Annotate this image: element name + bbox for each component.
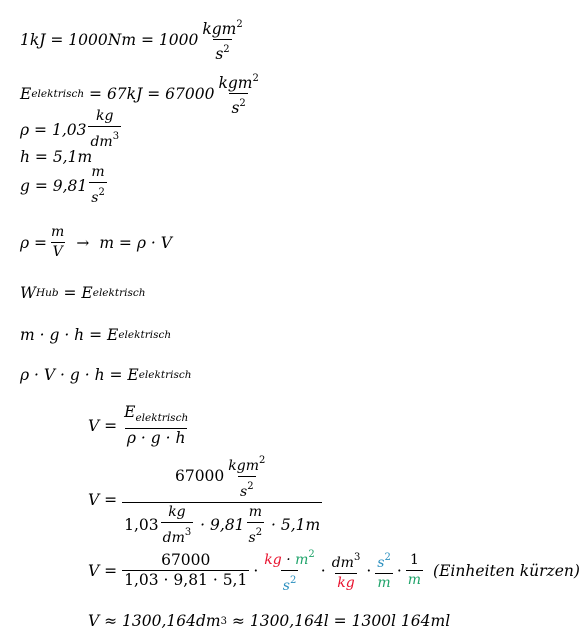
den-text: s xyxy=(215,45,224,63)
fraction xyxy=(122,404,190,447)
den-text: · 9,81 xyxy=(195,516,245,534)
eq-volume-result xyxy=(88,612,450,630)
num-text: kgm xyxy=(202,20,237,38)
eq-volume-substituted xyxy=(88,452,324,547)
eq-text: V ≈ 1300,164dm xyxy=(88,612,221,630)
den-text: ρ · g · h xyxy=(126,429,186,447)
den-text: s xyxy=(231,99,240,117)
eq-kilojoule-conversion xyxy=(20,16,247,63)
den-text: V xyxy=(52,244,63,260)
num-text: m xyxy=(91,164,105,180)
dot: · xyxy=(320,561,326,580)
eq-gravity xyxy=(20,164,109,207)
eq-text: ≈ 1300,164l = 1300l 164ml xyxy=(227,612,451,630)
exp: 3 xyxy=(184,527,192,538)
eq-text: ρ = 1,03 xyxy=(20,120,87,139)
num-text: kgm xyxy=(218,74,253,92)
unit-fraction-1 xyxy=(262,546,316,595)
exp: 2 xyxy=(252,73,259,84)
exp: 2 xyxy=(384,552,391,563)
subscript: elektrisch xyxy=(31,87,85,100)
arrow-icon: → xyxy=(76,233,90,252)
num-text: m xyxy=(248,504,262,520)
exp: 2 xyxy=(239,98,246,109)
dot: · xyxy=(366,561,372,580)
den-text: m xyxy=(407,572,422,588)
fraction xyxy=(122,452,322,547)
fraction xyxy=(122,552,249,589)
subscript: elektrisch xyxy=(138,369,192,381)
eq-unit-cancel xyxy=(88,546,580,595)
eq-volume-formula xyxy=(88,404,192,447)
exp: 3 xyxy=(112,131,120,142)
eq-text: h = 5,1m xyxy=(20,148,93,166)
exp: 2 xyxy=(308,549,315,560)
unit-fraction-2 xyxy=(330,549,363,592)
den-text: 1,03 xyxy=(124,516,159,534)
exp: 2 xyxy=(259,455,266,466)
unit-fraction-4 xyxy=(406,552,423,589)
den-text: dm xyxy=(162,530,185,546)
num-text: m xyxy=(295,552,309,568)
eq-text: ρ · V · g · h = E xyxy=(20,366,139,384)
eq-text: m = ρ · V xyxy=(99,233,172,252)
eq-density-mass xyxy=(20,224,172,261)
eq-text: g = 9,81 xyxy=(20,176,88,195)
inner-fraction xyxy=(161,504,194,547)
eq-work-lift xyxy=(20,284,146,302)
annotation-note: (Einheiten kürzen) xyxy=(433,561,580,580)
fraction xyxy=(216,70,260,117)
eq-text: V = xyxy=(88,490,118,509)
num-text: m xyxy=(51,224,65,240)
fraction xyxy=(88,108,121,151)
eq-text: m · g · h = E xyxy=(20,326,119,344)
den-text: 1,03 · 9,81 · 5,1 xyxy=(124,571,248,589)
unit-fraction-3 xyxy=(375,549,393,592)
num-text: 67000 xyxy=(174,467,225,485)
exp: 2 xyxy=(223,44,230,55)
num-text: E xyxy=(124,403,136,421)
den-text: m xyxy=(377,575,391,591)
den-text: s xyxy=(240,484,248,500)
dot: · xyxy=(281,552,296,568)
exp: 2 xyxy=(247,481,254,492)
den-text: kg xyxy=(337,575,355,591)
eq-text: V = xyxy=(88,561,118,580)
num-text: 1 xyxy=(409,552,419,568)
eq-text: = 67kJ = 67000 xyxy=(84,84,215,103)
subscript: elektrisch xyxy=(92,287,146,299)
dot: · xyxy=(253,561,259,580)
eq-text: V = xyxy=(88,416,118,435)
den-text: · 5,1m xyxy=(266,516,321,534)
den-text: s xyxy=(91,190,99,206)
eq-rhovgh xyxy=(20,366,192,384)
subscript: elektrisch xyxy=(135,412,189,424)
num-text: kg xyxy=(264,552,282,568)
den-text: dm xyxy=(90,134,113,150)
energy-symbol: E xyxy=(20,84,32,103)
fraction xyxy=(89,164,107,207)
den-text: s xyxy=(282,578,290,594)
num-text: s xyxy=(377,555,385,571)
exp: 2 xyxy=(255,527,263,538)
subscript: Hub xyxy=(35,287,59,299)
num-text: dm xyxy=(331,555,354,571)
exp: 2 xyxy=(289,575,297,586)
fraction xyxy=(200,16,244,63)
eq-text: = E xyxy=(58,284,93,302)
num-text: kg xyxy=(96,108,114,124)
eq-mgh xyxy=(20,326,171,344)
exp: 2 xyxy=(98,187,105,198)
den-text: s xyxy=(248,530,256,546)
eq-density xyxy=(20,108,123,151)
fraction xyxy=(49,224,66,261)
exp: 3 xyxy=(220,615,227,627)
subscript: elektrisch xyxy=(118,329,172,341)
eq-text: ρ = xyxy=(20,233,48,252)
inner-fraction xyxy=(247,504,265,547)
num-text: 67000 xyxy=(161,551,211,569)
exp: 2 xyxy=(236,19,243,30)
work-symbol: W xyxy=(20,284,36,302)
eq-text: 1kJ = 1000Nm = 1000 xyxy=(20,30,199,49)
num-text: kgm xyxy=(228,458,260,474)
num-text: kg xyxy=(168,504,186,520)
exp: 3 xyxy=(353,552,361,563)
inner-fraction xyxy=(226,452,267,501)
dot: · xyxy=(396,561,402,580)
